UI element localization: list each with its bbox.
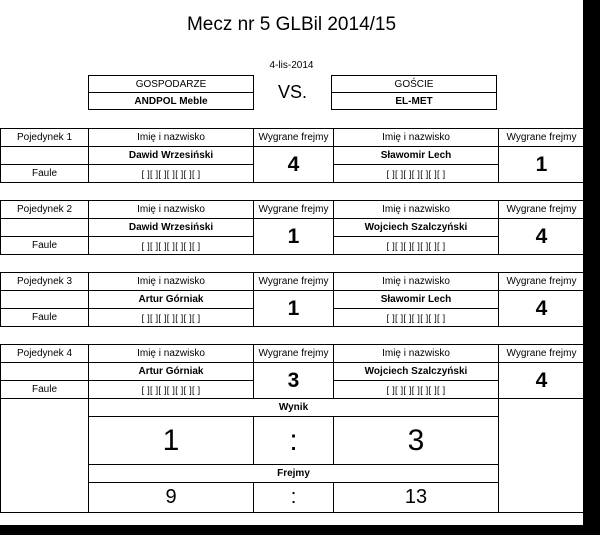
away-frames-total: 13 [334,483,499,513]
name-col-header: Imię i nazwisko [334,129,499,147]
empty-cell [1,417,89,465]
home-frames: 1 [254,219,334,255]
match-date: 4-lis-2014 [269,60,314,71]
player-row [1,291,584,309]
player-row [1,219,584,237]
fouls-label: Faule [1,309,89,327]
home-foul-boxes: [ ][ ][ ][ ][ ][ ][ ] [89,237,254,255]
name-col-header: Imię i nazwisko [334,273,499,291]
home-foul-boxes: [ ][ ][ ][ ][ ][ ][ ] [89,309,254,327]
away-team: EL-MET [332,93,497,110]
player-row [1,147,584,165]
name-col-header: Imię i nazwisko [89,273,254,291]
empty-cell [1,483,89,513]
away-foul-boxes: [ ][ ][ ][ ][ ][ ][ ] [334,309,499,327]
home-player: Artur Górniak [89,291,254,309]
player-row [1,363,584,381]
match-label: Pojedynek 4 [1,345,89,363]
name-col-header: Imię i nazwisko [334,201,499,219]
teams-header [88,75,497,110]
empty-cell [499,483,584,513]
away-frames: 4 [499,219,584,255]
away-foul-boxes: [ ][ ][ ][ ][ ][ ][ ] [334,381,499,399]
frames-col-header: Wygrane frejmy [254,129,334,147]
frames-col-header: Wygrane frejmy [499,129,584,147]
frames-col-header: Wygrane frejmy [499,273,584,291]
away-player: Sławomir Lech [334,147,499,165]
frames-col-header: Wygrane frejmy [499,345,584,363]
fouls-label: Faule [1,237,89,255]
home-frames: 1 [254,291,334,327]
home-player: Dawid Wrzesiński [89,147,254,165]
frames-separator: : [254,483,334,513]
empty-cell [499,417,584,465]
empty-cell [1,147,89,165]
name-col-header: Imię i nazwisko [89,345,254,363]
frames-col-header: Wygrane frejmy [499,201,584,219]
home-frames: 4 [254,147,334,183]
away-frames: 4 [499,363,584,399]
frames-col-header: Wygrane frejmy [254,201,334,219]
away-foul-boxes: [ ][ ][ ][ ][ ][ ][ ] [334,237,499,255]
frames-col-header: Wygrane frejmy [254,273,334,291]
empty-cell [1,219,89,237]
empty-cell [499,399,584,417]
match-label: Pojedynek 1 [1,129,89,147]
match-header-row [1,201,584,219]
empty-cell [499,465,584,483]
home-foul-boxes: [ ][ ][ ][ ][ ][ ][ ] [89,165,254,183]
away-player: Sławomir Lech [334,291,499,309]
home-foul-boxes: [ ][ ][ ][ ][ ][ ][ ] [89,381,254,399]
empty-cell [1,399,89,417]
match-header-row [1,273,584,291]
frames-col-header: Wygrane frejmy [254,345,334,363]
page-title: Mecz nr 5 GLBil 2014/15 [186,14,397,35]
home-team: ANDPOL Meble [89,93,254,110]
spacer-row [1,327,584,345]
result-score-row [1,417,584,465]
home-frames-total: 9 [89,483,254,513]
spacer-row [1,183,584,201]
score-separator: : [254,417,334,465]
away-score: 3 [334,417,499,465]
match-label: Pojedynek 3 [1,273,89,291]
match-label: Pojedynek 2 [1,201,89,219]
away-player: Wojciech Szalczyński [334,219,499,237]
match-header-row [1,345,584,363]
away-player: Wojciech Szalczyński [334,363,499,381]
result-label: Wynik [89,399,499,417]
away-label: GOŚCIE [332,76,497,93]
fouls-label: Faule [1,381,89,399]
empty-cell [1,363,89,381]
empty-cell [1,291,89,309]
match-header-row [1,129,584,147]
spacer-row [1,255,584,273]
result-label-row [1,399,584,417]
home-player: Artur Górniak [89,363,254,381]
fouls-label: Faule [1,165,89,183]
home-label: GOSPODARZE [89,76,254,93]
frames-label: Frejmy [89,465,499,483]
name-col-header: Imię i nazwisko [334,345,499,363]
matches-table [0,128,583,513]
away-frames: 4 [499,291,584,327]
name-col-header: Imię i nazwisko [89,129,254,147]
name-col-header: Imię i nazwisko [89,201,254,219]
home-player: Dawid Wrzesiński [89,219,254,237]
away-frames: 1 [499,147,584,183]
frames-label-row [1,465,584,483]
frames-total-row [1,483,584,513]
home-score: 1 [89,417,254,465]
home-frames: 3 [254,363,334,399]
empty-cell [1,465,89,483]
vs-label: VS. [254,76,332,110]
away-foul-boxes: [ ][ ][ ][ ][ ][ ][ ] [334,165,499,183]
